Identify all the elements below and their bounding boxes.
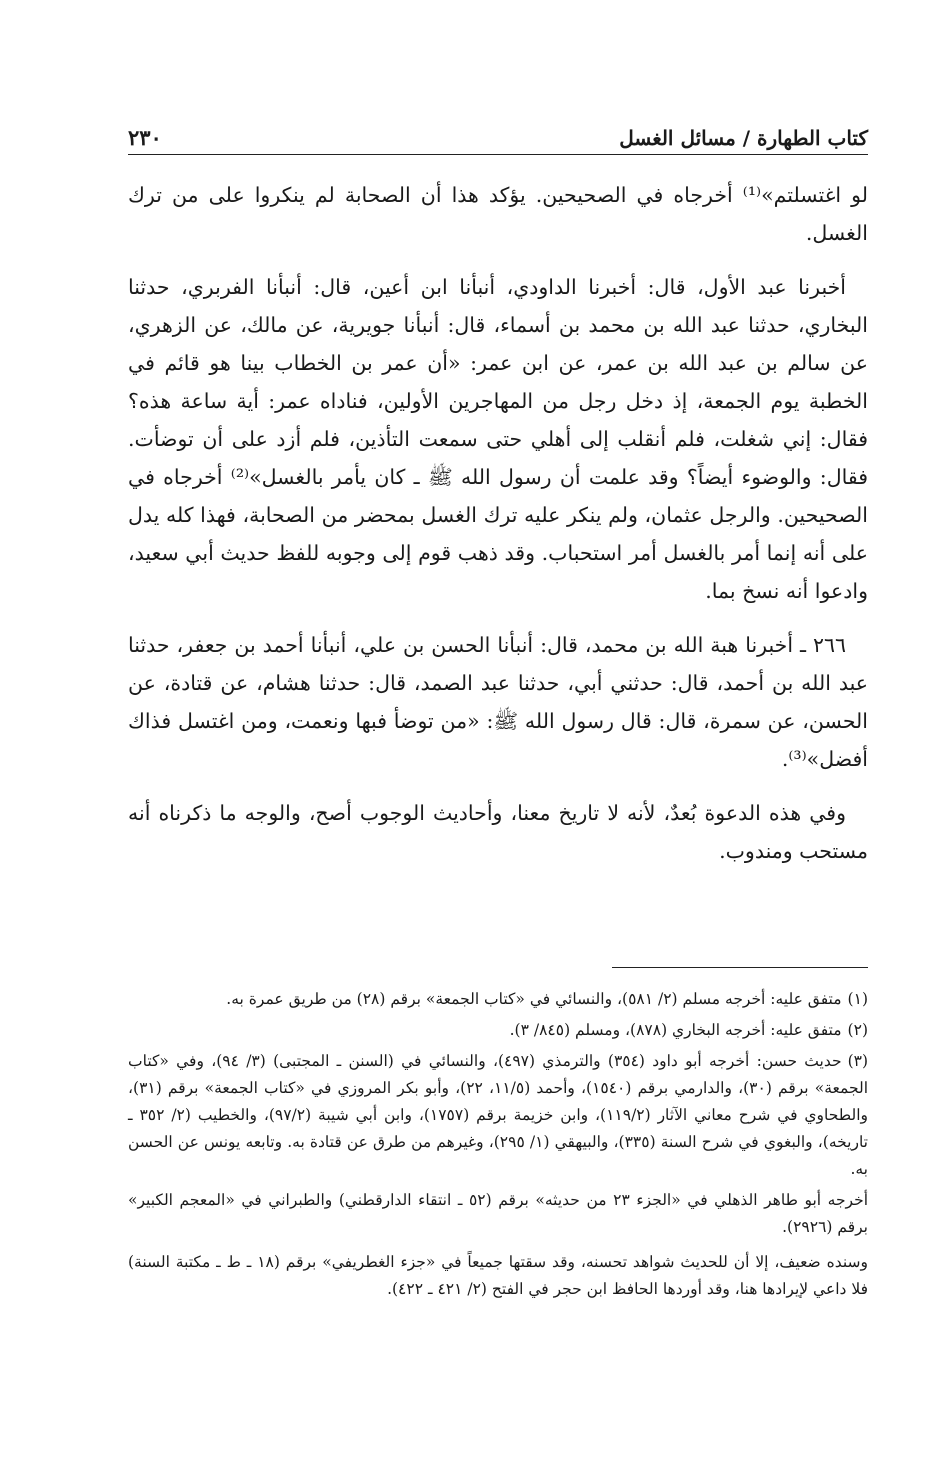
paragraph-conclusion: وفي هذه الدعوة بُعدٌ، لأنه لا تاريخ معنا، وأحاديث الوجوب أصح، والوجه ما ذكرناه أنه مستحب ومندوب. — [128, 801, 868, 863]
page-number: ٢٣٠ — [128, 125, 162, 150]
main-text — [128, 176, 868, 886]
running-title: كتاب الطهارة / مسائل الغسل — [619, 126, 868, 150]
paragraph-hadith-omar: أخبرنا عبد الأول، قال: أخبرنا الداودي، أنبأنا ابن أعين، قال: أنبأنا الفربري، حدثنا البخاري، حدثنا عبد الله بن محمد بن أسماء، قال: أنبأنا جويرية، عن مالك، عن الزهري، عن سالم بن عبد الله بن عمر، عن ابن عمر: «أن عمر بن الخطاب بينا هو قائم في الخطبة يوم الجمعة، إذ دخل رجل من المهاجرين الأولين، فناداه عمر: أية ساعة هذه؟ فقال: إني شغلت، فلم أنقلب إلى أهلي حتى سمعت التأذين، فلم أزد على أن توضأت. فقال: والوضوء أيضاً؟ وقد علمت أن رسول الله ﷺ ـ كان يأمر بالغسل»⁽²⁾ أخرجاه في الصحيحين. والرجل عثمان، ولم ينكر عليه ترك الغسل بمحضر من الصحابة، فهذا كله يدل على أنه إنما أمر بالغسل أمر استحباب. وقد ذهب قوم إلى وجوبه للفظ حديث أبي سعيد، وادعوا أنه نسخ بما. — [128, 275, 869, 603]
page-header — [128, 118, 868, 155]
footnote-number: (٣) — [847, 1052, 869, 1070]
footnote-number: (١) — [847, 990, 868, 1008]
footnote-number: (٢) — [847, 1021, 868, 1039]
paragraph-continuation: لو اغتسلتم»⁽¹⁾ أخرجاه في الصحيحين. يؤكد هذا أن الصحابة لم ينكروا على من ترك الغسل. — [128, 183, 868, 245]
footnotes — [128, 986, 868, 1311]
footnote-text: متفق عليه: أخرجه البخاري (٨٧٨)، ومسلم (٨٤٥/ ٣). — [509, 1021, 842, 1039]
paragraph-hadith-266: ٢٦٦ ـ أخبرنا هبة الله بن محمد، قال: أنبأنا الحسن بن علي، أنبأنا أحمد بن جعفر، حدثنا عبد الله بن أحمد، قال: حدثني أبي، حدثنا عبد الصمد، قال: حدثنا هشام، عن قتادة، عن الحسن، عن سمرة، قال: قال رسول الله ﷺ: «من توضأ فبها ونعمت، ومن اغتسل فذاك أفضل»⁽³⁾. — [128, 633, 868, 771]
footnote-1 — [128, 986, 868, 1013]
footnote-3-addition: أخرجه أبو طاهر الذهلي في «الجزء ٢٣ من حديثه» برقم (٥٢ ـ انتقاء الدارقطني) والطبراني في «المعجم الكبير» برقم (٢٩٢٦). — [128, 1191, 868, 1236]
footnote-3 — [128, 1048, 868, 1183]
footnote-text: حديث حسن: أخرجه أبو داود (٣٥٤) والترمذي (٤٩٧)، والنسائي في (السنن ـ المجتبى) (٣/ ٩٤)، وفي «كتاب الجمعة» برقم (٣٠)، والدارمي برقم (١٥٤٠)، وأحمد (١١/٥، ٢٢)، وأبو بكر المروزي في «كتاب الجمعة» برقم (٣١)، والطحاوي في شرح معاني الآثار (١١٩/٢)، وابن خزيمة برقم (١٧٥٧)، وابن أبي شيبة (٩٧/٢)، والخطيب (٢/ ٣٥٢ ـ تاريخه)، والبغوي في شرح السنة (٣٣٥)، والبيهقي (١/ ٢٩٥)، وغيرهم من طرق عن قتادة به. وتابعه يونس عن الحسن به. — [128, 1052, 869, 1178]
footnote-3-grading: وسنده ضعيف، إلا أن للحديث شواهد تحسنه، وقد سقتها جميعاً في «جزء الغطريفي» برقم (١٨ ـ ط ـ مكتبة السنة) فلا داعي لإيرادها هنا، وقد أوردها الحافظ ابن حجر في الفتح (٢/ ٤٢١ ـ ٤٢٢). — [128, 1253, 868, 1298]
footnote-2 — [128, 1017, 868, 1044]
footnote-separator — [612, 967, 868, 968]
footnote-text: متفق عليه: أخرجه مسلم (٢/ ٥٨١)، والنسائي في «كتاب الجمعة» برقم (٢٨) من طريق عمرة به. — [226, 990, 842, 1008]
